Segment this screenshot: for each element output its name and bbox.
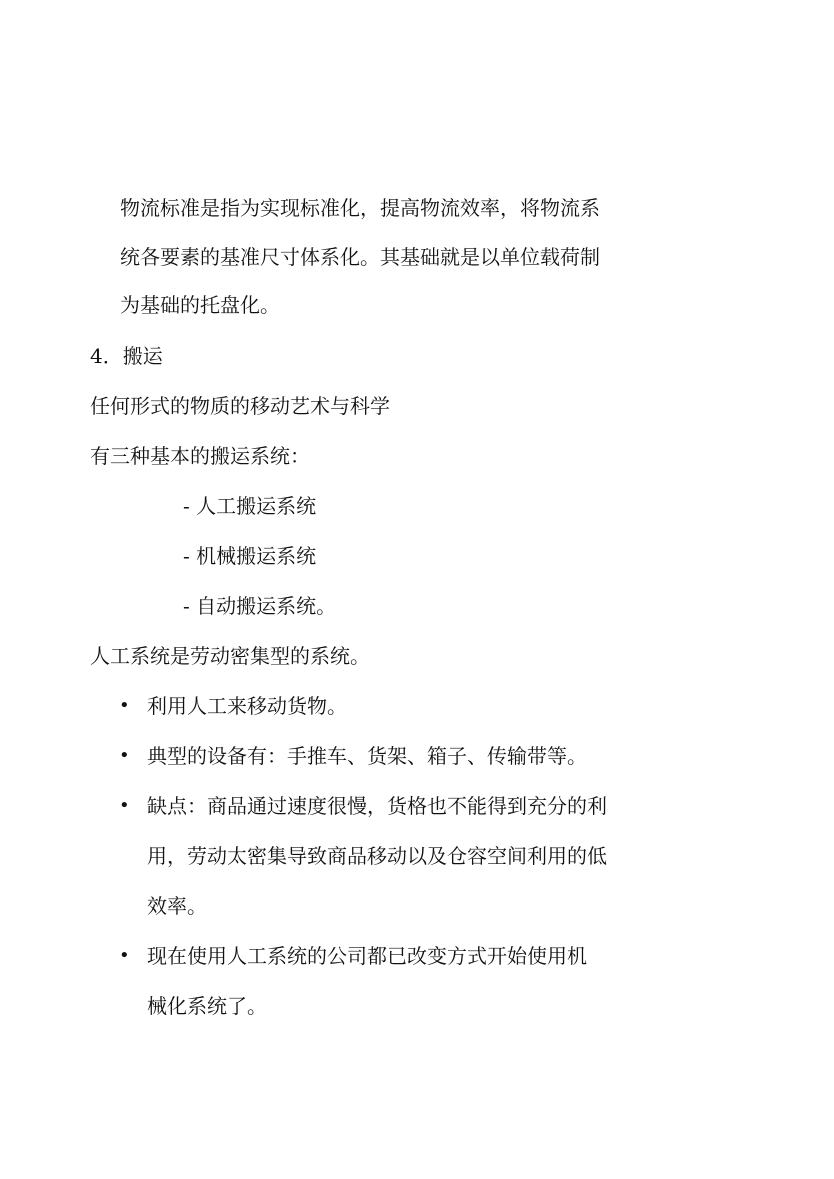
bullet-icon: • bbox=[119, 695, 130, 716]
bullet-4-line-1: 现在使用人工系统的公司都已改变方式开始使用机 bbox=[147, 944, 587, 968]
system-item-automatic: - 自动搬运系统。 bbox=[183, 594, 337, 618]
bullet-2-line-1: 典型的设备有：手推车、货架、箱子、传输带等。 bbox=[147, 744, 587, 768]
intro-line-1: 物流标准是指为实现标准化，提高物流效率，将物流系 bbox=[120, 196, 600, 220]
bullet-3-line-3: 效率。 bbox=[147, 894, 207, 918]
bullet-3-line-1: 缺点：商品通过速度很慢，货格也不能得到充分的利 bbox=[147, 794, 607, 818]
intro-line-3: 为基础的托盘化。 bbox=[120, 293, 280, 317]
system-item-manual: - 人工搬运系统 bbox=[183, 494, 317, 518]
bullet-1-line-1: 利用人工来移动货物。 bbox=[147, 694, 347, 718]
bullet-icon: • bbox=[119, 945, 130, 966]
bullet-icon: • bbox=[119, 745, 130, 766]
section-heading: 4．搬运 bbox=[90, 344, 163, 368]
intro-line-2: 统各要素的基准尺寸体系化。其基础就是以单位载荷制 bbox=[120, 245, 600, 269]
definition-text: 任何形式的物质的移动艺术与科学 bbox=[90, 394, 390, 418]
bullet-icon: • bbox=[119, 795, 130, 816]
bullet-3-line-2: 用，劳动太密集导致商品移动以及仓容空间利用的低 bbox=[147, 844, 607, 868]
bullet-4-line-2: 械化系统了。 bbox=[147, 994, 267, 1018]
systems-intro: 有三种基本的搬运系统： bbox=[90, 444, 310, 468]
system-item-mechanical: - 机械搬运系统 bbox=[183, 544, 317, 568]
manual-system-intro: 人工系统是劳动密集型的系统。 bbox=[90, 644, 370, 668]
